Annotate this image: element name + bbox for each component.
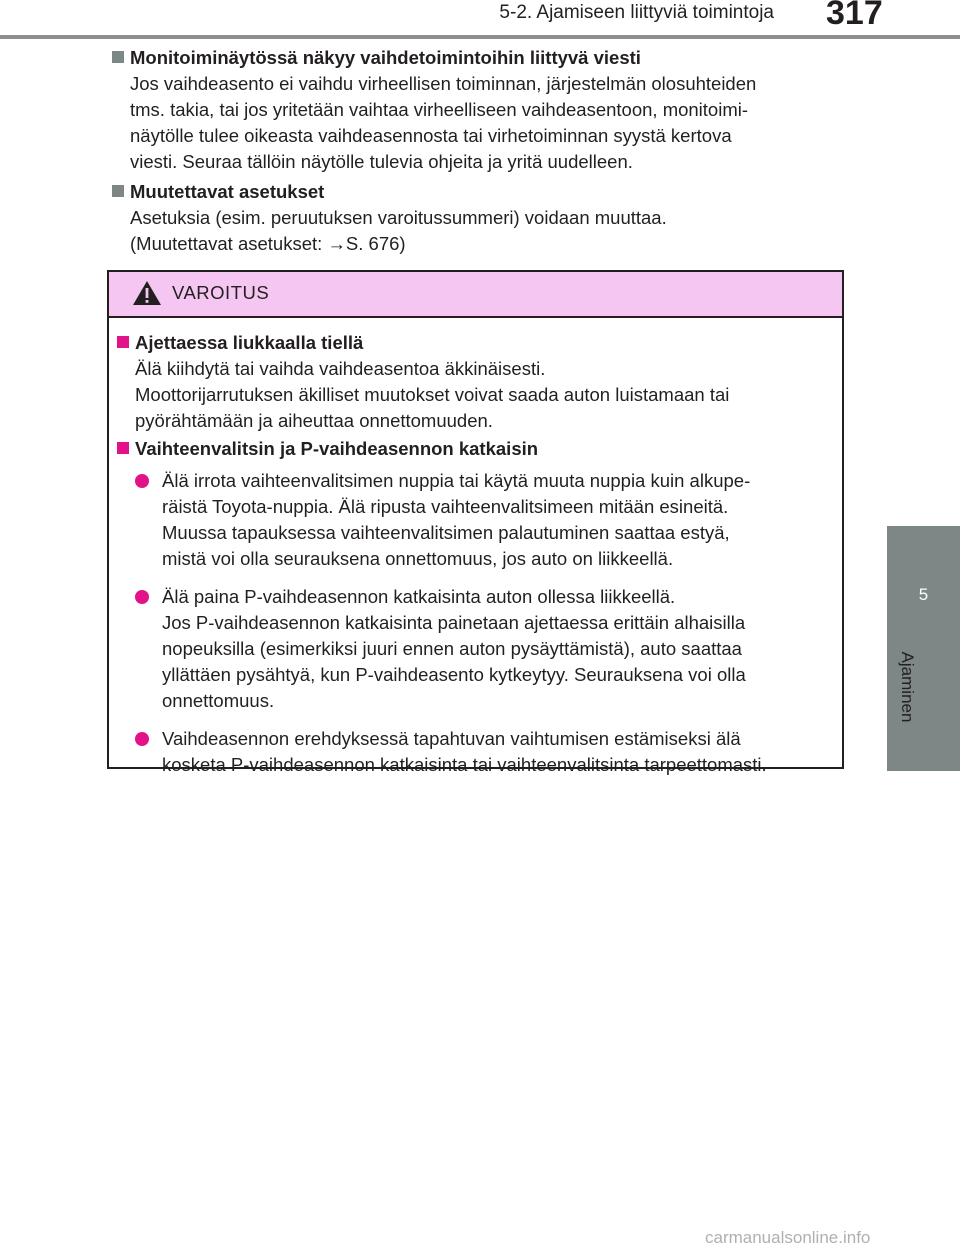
text-line: Jos P-vaihdeasennon katkaisinta painetaan ajettaessa erittäin alhaisilla	[162, 612, 746, 633]
chapter-label-text: Ajaminen	[898, 651, 917, 723]
warning-header	[109, 272, 842, 318]
section-heading-text: Monitoiminäytössä näkyy vaihdetoimintoihin liittyvä viesti	[130, 47, 641, 68]
text-line: pyörähtämään ja aiheuttaa onnettomuuden.	[135, 410, 493, 431]
text-line: yllättäen pysähtyä, kun P-vaihdeasento kytkeytyy. Seurauksena voi olla	[162, 664, 746, 685]
warning-item-heading	[117, 330, 840, 356]
warning-item-slippery-road	[117, 330, 840, 434]
page-header-title: 5-2. Ajamiseen liittyviä toimintoja	[499, 2, 774, 23]
text-line: tms. takia, tai jos yritetään vaihtaa virheelliseen vaihdeasentoon, monitoimi-	[130, 99, 749, 120]
circle-bullet-icon	[135, 732, 149, 746]
text-line: (Muutettavat asetukset: →S. 676)	[130, 233, 406, 254]
warning-item-heading-text: Ajettaessa liukkaalla tiellä	[135, 332, 364, 353]
text-line: räistä Toyota-nuppia. Älä ripusta vaihteenvalitsimeen mitään esineitä.	[162, 496, 729, 517]
square-bullet-icon	[117, 442, 129, 454]
header-rule	[0, 35, 960, 39]
warning-label: VAROITUS	[172, 282, 270, 303]
text-line: mistä voi olla seurauksena onnettomuus, jos auto on liikkeellä.	[162, 548, 674, 569]
square-bullet-icon	[112, 51, 124, 63]
text-line: Älä irrota vaihteenvalitsimen nuppia tai käytä muuta nuppia kuin alkupe-	[162, 470, 751, 491]
text-line: kosketa P-vaihdeasennon katkaisinta tai vaihteenvalitsinta tarpeettomasti.	[162, 754, 767, 775]
warning-item-body	[135, 356, 840, 434]
text-line: Moottorijarrutuksen äkilliset muutokset voivat saada auton luistamaan tai	[135, 384, 730, 405]
circle-bullet-icon	[135, 474, 149, 488]
section-heading	[112, 179, 840, 205]
text-line: onnettomuus.	[162, 690, 275, 711]
text-line: nopeuksilla (esimerkiksi juuri ennen auton pysäyttämistä), auto saattaa	[162, 638, 742, 659]
warning-bullet	[135, 726, 840, 778]
section-body	[130, 71, 840, 175]
section-heading-text: Muutettavat asetukset	[130, 181, 325, 202]
text-line: Asetuksia (esim. peruutuksen varoitussummeri) voidaan muuttaa.	[130, 207, 667, 228]
chapter-label	[892, 648, 922, 726]
section-monitor-message	[112, 45, 840, 175]
warning-bullet	[135, 468, 840, 572]
square-bullet-icon	[112, 185, 124, 197]
text-line: viesti. Seuraa tällöin näytölle tulevia ohjeita ja yritä uudelleen.	[130, 151, 633, 172]
section-body	[130, 205, 840, 257]
section-heading	[112, 45, 840, 71]
warning-item-heading	[117, 436, 840, 462]
text-line: Älä paina P-vaihdeasennon katkaisinta auton ollessa liikkeellä.	[162, 586, 676, 607]
text-line: Älä kiihdytä tai vaihda vaihdeasentoa äkkinäisesti.	[135, 358, 546, 379]
footer-watermark: carmanualsonline.info	[705, 1228, 871, 1247]
section-settings	[112, 179, 840, 257]
page-number: 317	[826, 0, 883, 32]
warning-triangle-icon	[132, 280, 162, 306]
warning-box	[107, 270, 844, 775]
text-line: Vaihdeasennon erehdyksessä tapahtuvan vaihtumisen estämiseksi älä	[162, 728, 741, 749]
text-line: näytölle tulee oikeasta vaihdeasennosta tai virhetoiminnan syystä kertova	[130, 125, 732, 146]
text-line: Jos vaihdeasento ei vaihdu virheellisen toiminnan, järjestelmän olosuhteiden	[130, 73, 757, 94]
warning-item-heading-text: Vaihteenvalitsin ja P-vaihdeasennon katkaisin	[135, 438, 539, 459]
warning-bullet	[135, 584, 840, 714]
chapter-number: 5	[918, 585, 929, 604]
text-line: Muussa tapauksessa vaihteenvalitsimen palautuminen saattaa estyä,	[162, 522, 730, 543]
warning-item-shift-lever	[117, 436, 840, 778]
square-bullet-icon	[117, 336, 129, 348]
circle-bullet-icon	[135, 590, 149, 604]
